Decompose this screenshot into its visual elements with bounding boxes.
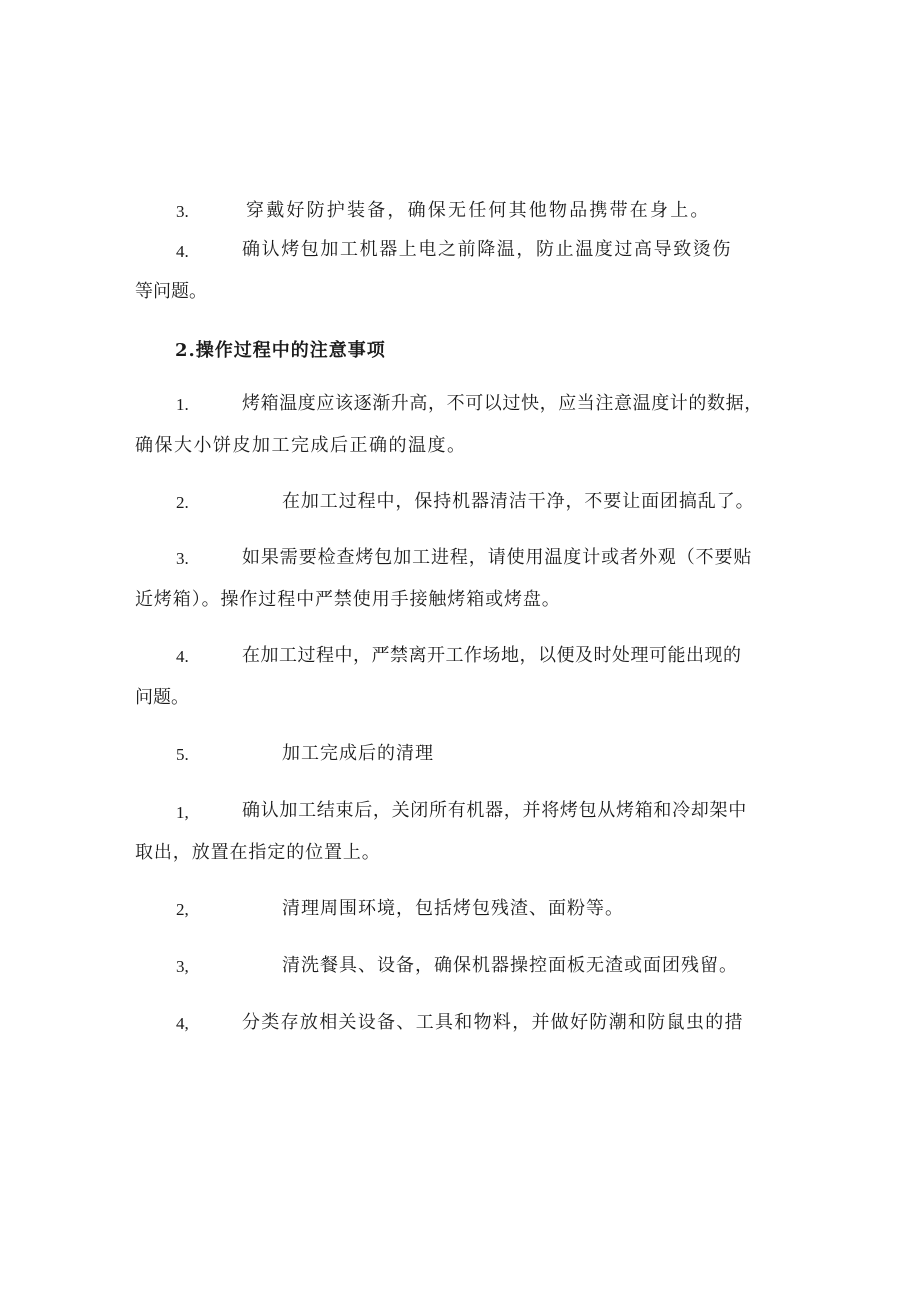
list-item-text: 确认烤包加工机器上电之前降温，防止温度过高导致烫伤	[242, 239, 732, 260]
section-heading: 加工完成后的清理	[282, 743, 434, 764]
list-item-number: 1,	[176, 803, 189, 822]
list-item-text: 在加工过程中，严禁离开工作场地，以便及时处理可能出现的	[242, 645, 742, 666]
list-item-number: 3.	[176, 549, 189, 568]
list-item-text-continued: 近烤箱）。操作过程中严禁使用手接触烤箱或烤盘。	[135, 589, 561, 610]
list-item-number: 4.	[176, 647, 189, 666]
list-item-text: 分类存放相关设备、工具和物料，并做好防潮和防鼠虫的措	[242, 1012, 744, 1033]
list-item-number: 3.	[176, 202, 189, 221]
list-item-text: 清理周围环境，包括烤包残渣、面粉等。	[282, 898, 624, 919]
list-item-text-continued: 问题。	[135, 687, 189, 708]
list-item-text: 穿戴好防护装备，确保无任何其他物品携带在身上。	[246, 200, 711, 221]
list-item-number: 2.	[176, 493, 189, 512]
list-item-number: 4.	[176, 242, 189, 261]
section-heading: 2.操作过程中的注意事项	[175, 340, 386, 361]
list-item-text: 烤箱温度应该逐渐升高，不可以过快，应当注意温度计的数据，	[242, 393, 763, 414]
list-item-text: 确认加工结束后，关闭所有机器，并将烤包从烤箱和冷却架中	[242, 800, 747, 821]
list-item-number: 3,	[176, 957, 189, 976]
list-item-number: 1.	[176, 395, 189, 414]
list-item-text-continued: 确保大小饼皮加工完成后正确的温度。	[135, 435, 467, 456]
list-item-text: 在加工过程中，保持机器清洁干净，不要让面团搞乱了。	[282, 491, 755, 512]
list-item-text-continued: 等问题。	[135, 281, 207, 302]
list-item-text-continued: 取出，放置在指定的位置上。	[135, 842, 381, 863]
list-item-number: 4,	[176, 1014, 189, 1033]
list-item-number: 2,	[176, 900, 189, 919]
list-item-text: 如果需要检查烤包加工进程，请使用温度计或者外观（不要贴	[242, 547, 753, 568]
list-item-text: 清洗餐具、设备，确保机器操控面板无渣或面团残留。	[282, 955, 738, 976]
section-number: 5.	[176, 745, 189, 764]
